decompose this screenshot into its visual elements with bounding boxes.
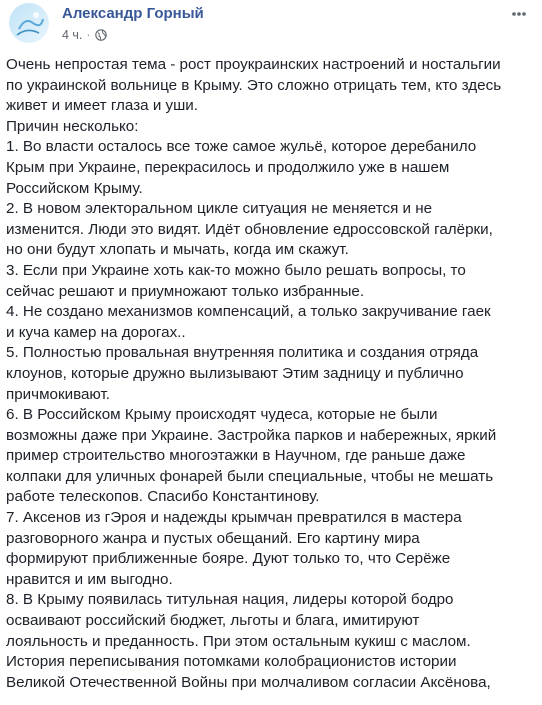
post-text-line: Российском Крыму.	[6, 179, 143, 197]
meta-separator: ·	[86, 28, 91, 42]
post-meta	[62, 28, 107, 42]
post-text-line: возможны даже при Украине. Застройка парков и набережных, яркий	[6, 426, 497, 444]
post-text-line: 2. В новом электоральном цикле ситуация не меняется и не	[6, 200, 433, 218]
globe-icon[interactable]	[95, 29, 107, 41]
post-text-line: клоунов, которые дружно вылизывают Этим задницу и публично	[6, 364, 464, 382]
more-options-icon[interactable]	[507, 2, 531, 26]
post-text-line: 4. Не создано механизмов компенсаций, а только закручивание гаек	[6, 303, 491, 321]
post-text-line: формируют приближенные бояре. Дуют только то, что Серёже	[6, 550, 451, 568]
post-text-line: колпаки для уличных фонарей были специальные, чтобы не мешать	[6, 467, 494, 485]
post-text-line: по украинской вольнице в Крыму. Это сложно отрицать тем, кто здесь	[6, 76, 502, 94]
post-text-line: 1. Во власти осталось все тоже самое жульё, которое деребанило	[6, 138, 477, 156]
post-text-line: пример строительство многоэтажки в Научном, где раньше даже	[6, 447, 466, 465]
post-text-line: Причин несколько:	[6, 117, 139, 135]
post-text-line: лояльность и преданность. При этом остальным кукиш с маслом.	[6, 632, 471, 650]
post-text-line: Крым при Украине, перекрасилось и продолжило уже в нашем	[6, 158, 450, 176]
post-text-line: но они будут хлопать и мычать, когда им скажут.	[6, 241, 349, 259]
author-name[interactable]: Александр Горный	[62, 5, 204, 22]
post-text-line: и куча камер на дорогах..	[6, 323, 186, 341]
post-text-line: История переписывания потомками колобрационистов истории	[6, 653, 457, 671]
post-body	[6, 55, 538, 693]
post-text-line: нравится и им выгодно.	[6, 570, 173, 588]
post-text-line: работе телескопов. Спасибо Константинову.	[6, 488, 320, 506]
post-text-line: изменится. Люди это видят. Идёт обновление едроссовской галёрки,	[6, 220, 493, 238]
post-text-line: 6. В Российском Крыму происходят чудеса, которые не были	[6, 406, 438, 424]
post-text-line: 3. Если при Украине хоть как-то можно было решать вопросы, то	[6, 261, 466, 279]
post-text-line: осваивают российский бюджет, льготы и блага, имитируют	[6, 612, 420, 630]
post-text-line: 8. В Крыму появилась титульная нация, лидеры которой бодро	[6, 591, 454, 609]
post-header	[0, 0, 542, 50]
post-text-line: 5. Полностью провальная внутренняя политика и создания отряда	[6, 344, 479, 362]
post-text-line: 7. Аксенов из гЭроя и надежды крымчан превратился в мастера	[6, 509, 462, 527]
post-text-line: Великой Отечественной Войны при молчаливом согласии Аксёнова,	[6, 673, 491, 691]
user-avatar[interactable]	[9, 3, 49, 43]
post-text-line: сейчас решают и приумножают только избранные.	[6, 282, 365, 300]
post-text-line: живет и имеет глаза и уши.	[6, 97, 199, 115]
post-timestamp[interactable]: 4 ч.	[62, 28, 83, 42]
post-text-line: Очень непростая тема - рост проукраинских настроений и ностальгии	[6, 56, 501, 73]
post-text-line: причмокивают.	[6, 385, 110, 403]
post-text-line: разговорного жанра и пустых обещаний. Его картину мира	[6, 529, 420, 547]
